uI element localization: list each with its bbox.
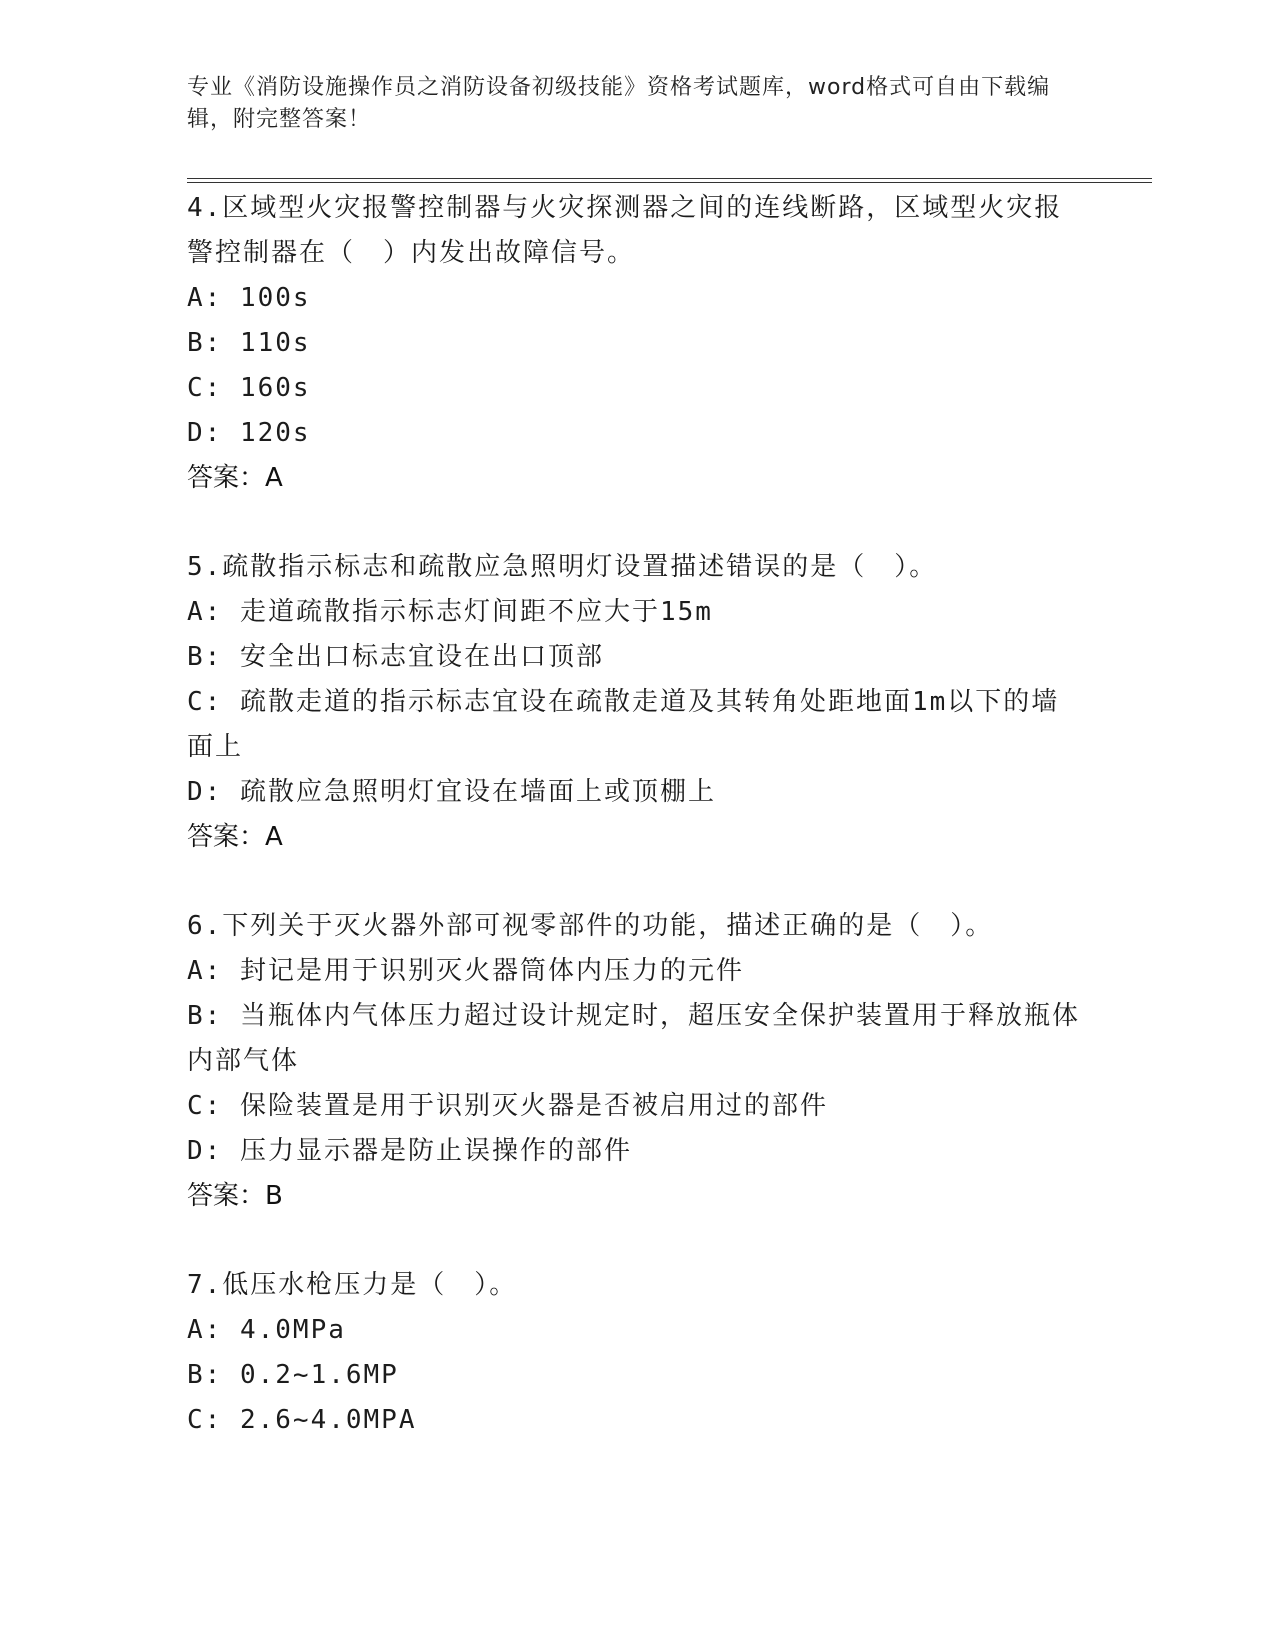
option-c: C: 160s (187, 373, 311, 403)
option-a: A: 4.0MPa (187, 1315, 346, 1345)
header-divider-bottom (187, 182, 1152, 183)
question-6 (187, 904, 1087, 1219)
option-c: C: 保险装置是用于识别灭火器是否被启用过的部件 (187, 1091, 828, 1121)
option-b: B: 0.2~1.6MP (187, 1360, 399, 1390)
question-list (187, 186, 1087, 1443)
option-a: A: 走道疏散指示标志灯间距不应大于15m (187, 597, 713, 627)
question-text: 4.区域型火灾报警控制器与火灾探测器之间的连线断路，区域型火灾报警控制器在（ ）内发出故障信号。 (187, 193, 1063, 268)
question-text: 5.疏散指示标志和疏散应急照明灯设置描述错误的是（ ）。 (187, 552, 938, 582)
option-d: D: 疏散应急照明灯宜设在墙面上或顶棚上 (187, 777, 716, 807)
option-b: B: 当瓶体内气体压力超过设计规定时，超压安全保护装置用于释放瓶体内部气体 (187, 1001, 1080, 1076)
question-5 (187, 545, 1087, 860)
answer-line: 答案：A (187, 463, 283, 493)
option-d: D: 压力显示器是防止误操作的部件 (187, 1136, 632, 1166)
spacer (187, 501, 1087, 545)
answer-line: 答案：A (187, 822, 283, 852)
question-7 (187, 1263, 1087, 1443)
option-b: B: 110s (187, 328, 311, 358)
spacer (187, 1219, 1087, 1263)
option-b: B: 安全出口标志宜设在出口顶部 (187, 642, 604, 672)
header-divider-top (187, 178, 1152, 179)
option-a: A: 封记是用于识别灭火器筒体内压力的元件 (187, 956, 744, 986)
option-c: C: 疏散走道的指示标志宜设在疏散走道及其转角处距地面1m以下的墙面上 (187, 687, 1060, 762)
answer-line: 答案：B (187, 1181, 283, 1211)
question-text: 6.下列关于灭火器外部可视零部件的功能，描述正确的是（ ）。 (187, 911, 994, 941)
option-a: A: 100s (187, 283, 311, 313)
question-4 (187, 186, 1087, 501)
spacer (187, 860, 1087, 904)
question-text: 7.低压水枪压力是（ ）。 (187, 1270, 518, 1300)
option-d: D: 120s (187, 418, 311, 448)
option-c: C: 2.6~4.0MPA (187, 1405, 417, 1435)
document-header: 专业《消防设施操作员之消防设备初级技能》资格考试题库，word格式可自由下载编辑，附完整答案！ (187, 75, 1051, 132)
